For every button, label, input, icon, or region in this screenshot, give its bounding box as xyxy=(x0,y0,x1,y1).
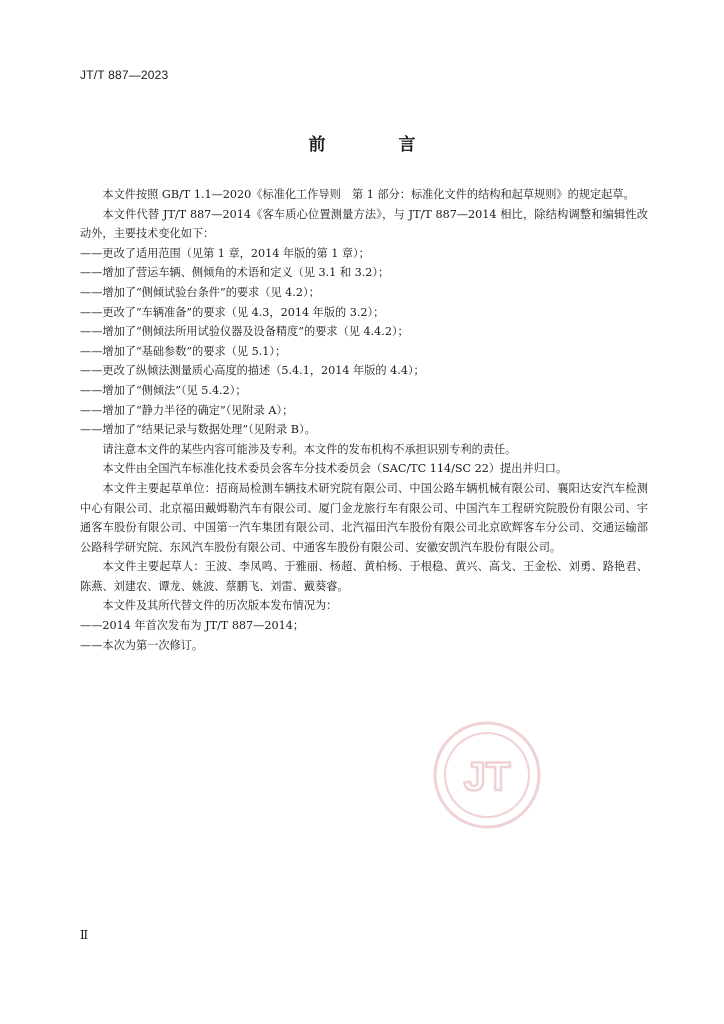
page-number: Ⅱ xyxy=(80,928,89,942)
foreword-body xyxy=(80,185,648,655)
paragraph-history: 本文件及其所代替文件的历次版本发布情况为： xyxy=(102,599,338,613)
list-item: ——增加了营运车辆、侧倾角的术语和定义（见 3.1 和 3.2）； xyxy=(80,266,390,280)
history-list xyxy=(80,616,648,655)
paragraph-replacement: 本文件代替 JT/T 887—2014《客车质心位置测量方法》，与 JT/T 887—2014 相比，除结构调整和编辑性改动外，主要技术变化如下： xyxy=(80,207,648,241)
jt-watermark-icon xyxy=(432,720,542,830)
list-item: ——更改了“车辆准备”的要求（见 4.3，2014 年版的 3.2）； xyxy=(80,305,385,319)
paragraph-drafters: 本文件主要起草人：王波、李凤鸣、于雅丽、杨超、黄柏杨、于根稳、黄兴、高戈、王金松、刘勇、路艳君、陈燕、刘建农、谭龙、姚波、蔡鹏飞、刘雷、戴葵睿。 xyxy=(80,560,648,593)
list-item: ——增加了“侧倾试验台条件”的要求（见 4.2）； xyxy=(80,285,320,299)
list-item: ——更改了纵倾法测量质心高度的描述（5.4.1，2014 年版的 4.4）； xyxy=(80,364,425,378)
paragraph-patent-notice: 请注意本文件的某些内容可能涉及专利。本文件的发布机构不承担识别专利的责任。 xyxy=(102,442,517,456)
svg-text:JT: JT xyxy=(463,755,511,799)
paragraph-drafting-rules: 本文件按照 GB/T 1.1—2020《标准化工作导则 第 1 部分：标准化文件的结构和起草规则》的规定起草。 xyxy=(102,188,635,201)
list-item: ——增加了“侧倾法”（见 5.4.2）； xyxy=(80,383,247,397)
page-title: 前 言 xyxy=(308,135,444,155)
list-item: ——增加了“侧倾法所用试验仪器及设备精度”的要求（见 4.4.2）； xyxy=(80,325,409,339)
list-item: ——增加了“静力半径的确定”（见附录 A）； xyxy=(80,403,294,417)
paragraph-proposer: 本文件由全国汽车标准化技术委员会客车分技术委员会（SAC/TC 114/SC 22）提出并归口。 xyxy=(102,462,568,476)
paragraph-drafting-units: 本文件主要起草单位：招商局检测车辆技术研究院有限公司、中国公路车辆机械有限公司、襄阳达安汽车检测中心有限公司、北京福田戴姆勒汽车有限公司、厦门金龙旅行车有限公司、中国汽车工程研究院股份有限公司、宇通客车股份有限公司、中国第一汽车集团有限公司、北汽福田汽车股份有限公司北京欧辉客车分公司、交通运输部公路科学研究院、东风汽车股份有限公司、中通客车股份有限公司、安徽安凯汽车股份有限公司。 xyxy=(80,481,648,554)
technical-changes-list xyxy=(80,244,648,440)
list-item: ——增加了“基础参数”的要求（见 5.1）； xyxy=(80,344,287,358)
list-item: ——更改了适用范围（见第 1 章，2014 年版的第 1 章）； xyxy=(80,246,370,260)
list-item: ——本次为第一次修订。 xyxy=(80,638,204,652)
list-item: ——增加了“结果记录与数据处理”（见附录 B）。 xyxy=(80,423,316,437)
list-item: ——2014 年首次发布为 JT/T 887—2014； xyxy=(80,619,305,633)
document-code: JT/T 887—2023 xyxy=(80,68,169,82)
